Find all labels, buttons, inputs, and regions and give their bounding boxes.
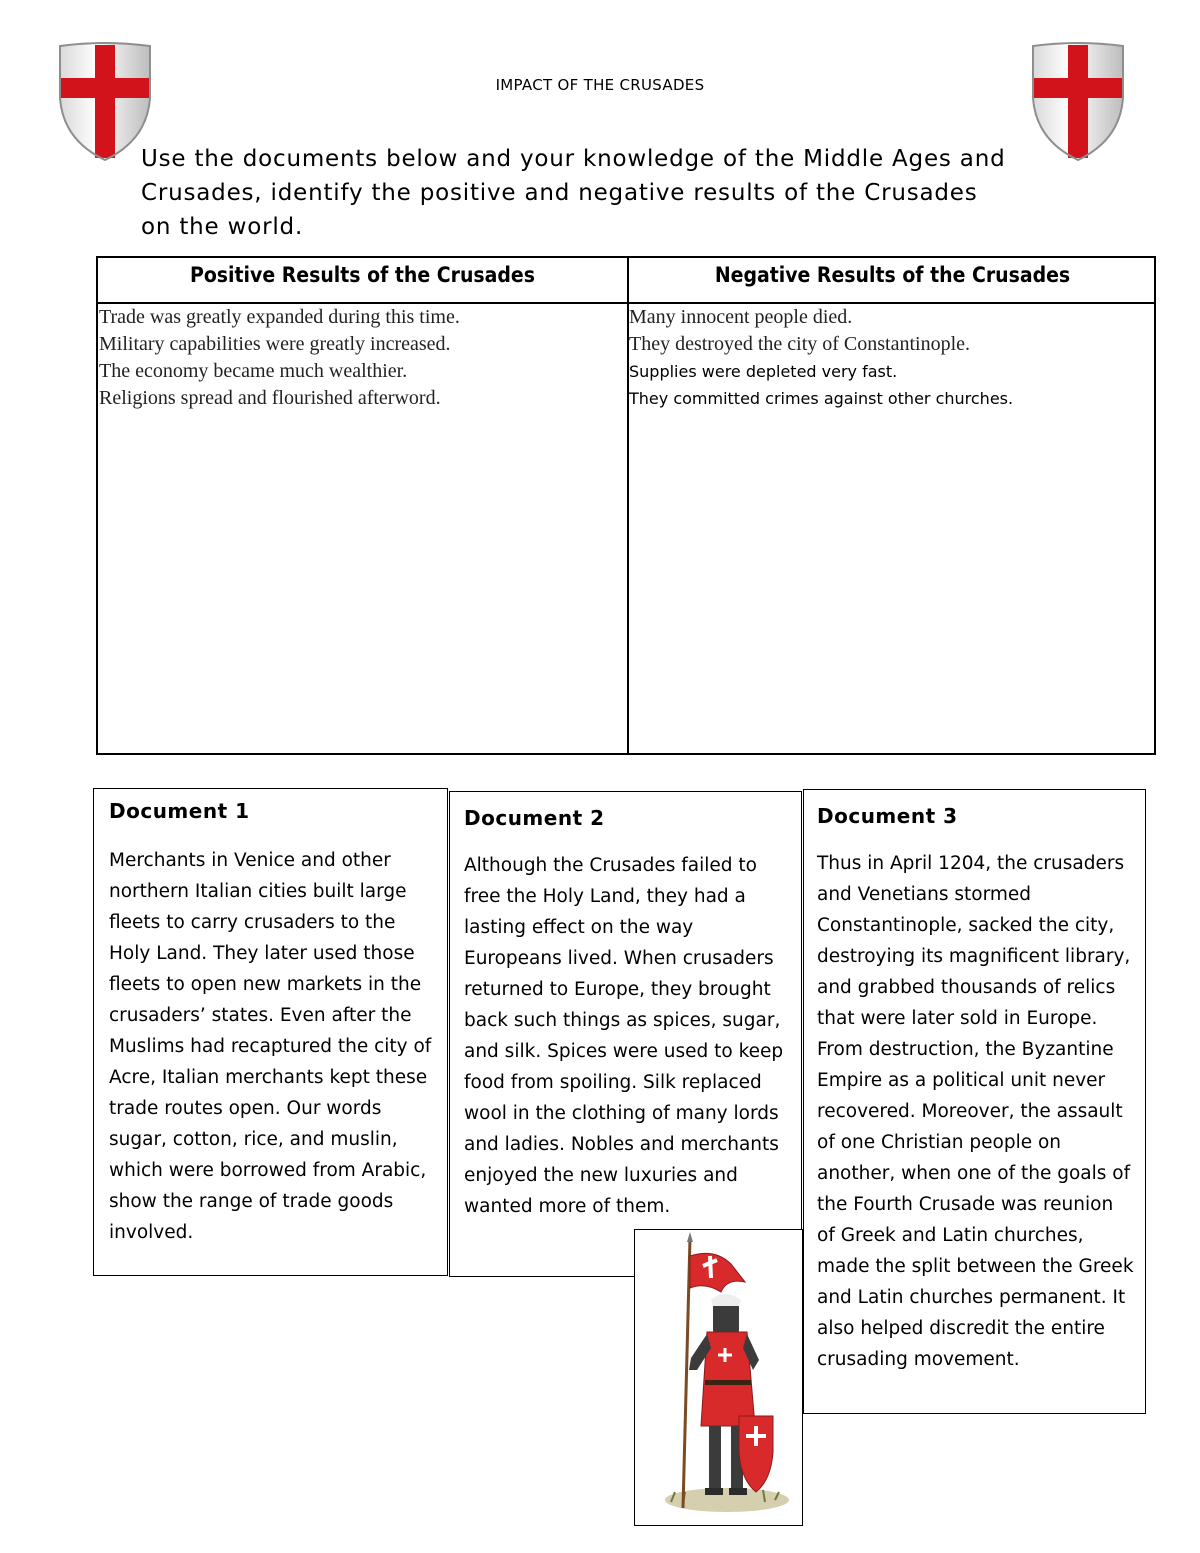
negative-result-item: Supplies were depleted very fast. (629, 362, 898, 381)
document-3-box (803, 789, 1146, 1414)
document-1-heading: Document 1 (109, 799, 250, 823)
document-3-text: Thus in April 1204, the crusaders and Venetians stormed Constantinople, sacked the city, destroying its magnificent library, and grabbed thousands of relics that were later sold in Europe. From destruction, the Byzantine Empire as a political unit never recovered. Moreover, the assault of one Christian people on another, when one of the goals of the Fourth Crusade was reunion of Greek and Latin churches, made the split between the Greek and Latin churches permanent. It also helped discredit the entire crusading movement. (817, 853, 1134, 1370)
crusader-shield-right-icon (1030, 42, 1126, 162)
negative-result-item: They destroyed the city of Constantinople. (629, 333, 971, 355)
page-title: IMPACT OF THE CRUSADES (495, 76, 705, 94)
document-1-text: Merchants in Venice and other northern Italian cities built large fleets to carry crusaders to the Holy Land. They later used those fleets to open new markets in the crusaders’ states. Even after the Muslims had recaptured the city of Acre, Italian merchants kept these trade routes open. Our words sugar, cotton, rice, and muslin, which were borrowed from Arabic, show the range of trade goods involved. (109, 850, 432, 1243)
positive-results-header: Positive Results of the Crusades (189, 263, 535, 287)
negative-results-list[interactable] (629, 304, 1149, 412)
document-2-heading: Document 2 (464, 806, 605, 830)
document-1-box (93, 788, 448, 1276)
positive-results-list[interactable] (99, 304, 624, 412)
document-2-text: Although the Crusades failed to free the Holy Land, they had a lasting effect on the way Europeans lived. When crusaders returned to Europe, they brought back such things as spices, sugar, and silk. Spices were used to keep food from spoiling. Silk replaced wool in the clothing of many lords and ladies. Nobles and merchants enjoyed the new luxuries and wanted more of them. (464, 855, 784, 1217)
crusader-shield-left-icon (57, 42, 153, 162)
knight-illustration-frame (634, 1229, 803, 1526)
document-3-heading: Document 3 (817, 804, 958, 828)
crusader-knight-image (635, 1230, 801, 1524)
positive-result-item: The economy became much wealthier. (99, 360, 408, 382)
positive-result-item: Trade was greatly expanded during this time. (99, 306, 460, 328)
negative-results-header: Negative Results of the Crusades (714, 263, 1071, 287)
negative-result-item: They committed crimes against other churches. (629, 389, 1014, 408)
results-table (96, 256, 1156, 755)
positive-result-item: Military capabilities were greatly increased. (99, 333, 451, 355)
document-2-box (449, 791, 802, 1277)
positive-result-item: Religions spread and flourished afterword. (99, 387, 441, 409)
instructions-text: Use the documents below and your knowledge of the Middle Ages and Crusades, identify the positive and negative results of the Crusades on the world. (141, 146, 1006, 240)
negative-result-item: Many innocent people died. (629, 306, 853, 328)
